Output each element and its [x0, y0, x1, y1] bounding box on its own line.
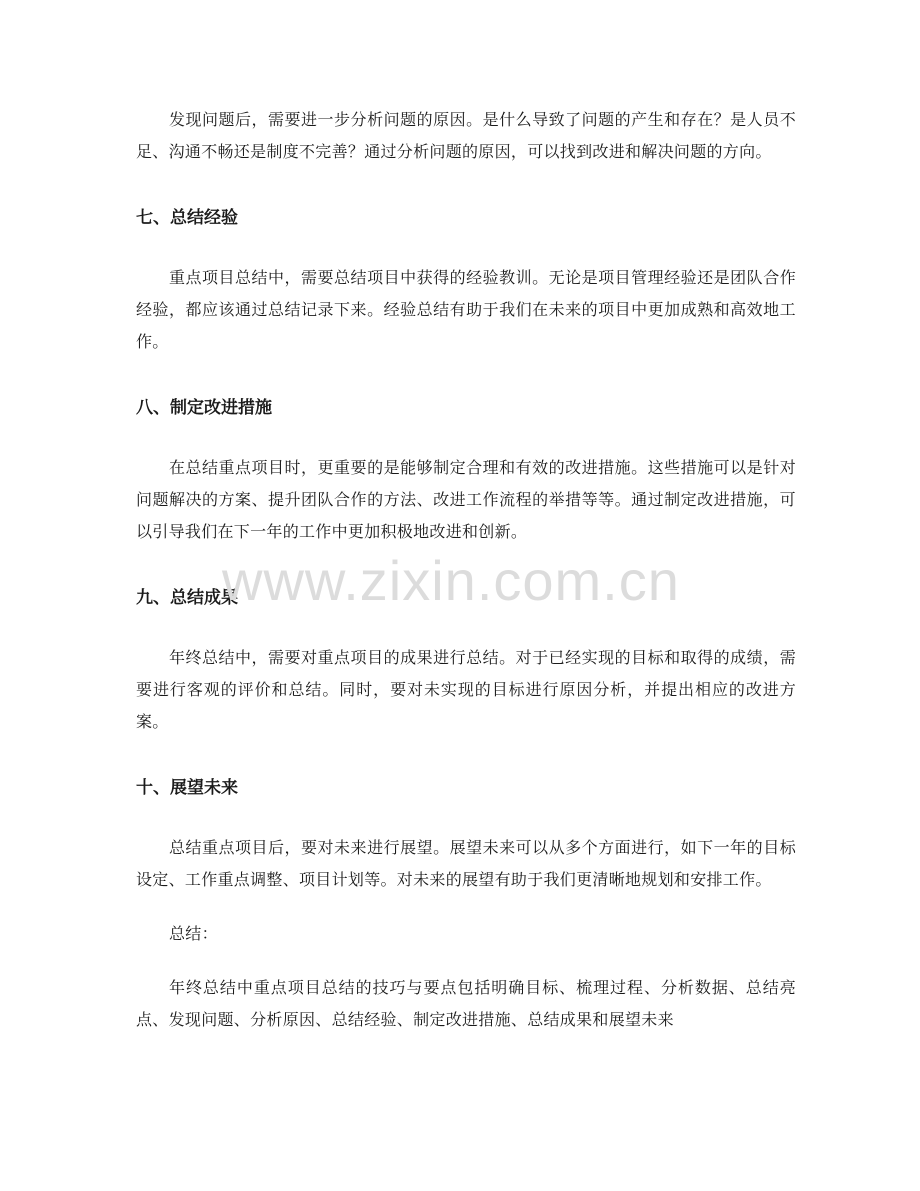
- document-body: [136, 104, 796, 1036]
- heading-summarize-experience: 七、总结经验: [136, 208, 238, 228]
- paragraph-cause-analysis: 发现问题后，需要进一步分析问题的原因。是什么导致了问题的产生和存在？是人员不足、沟通不畅还是制度不完善？通过分析问题的原因，可以找到改进和解决问题的方向。: [136, 110, 796, 161]
- paragraph-experience: 重点项目总结中，需要总结项目中获得的经验教训。无论是项目管理经验还是团队合作经验，都应该通过总结记录下来。经验总结有助于我们在未来的项目中更加成熟和高效地工作。: [136, 268, 796, 351]
- paragraph-results: 年终总结中，需要对重点项目的成果进行总结。对于已经实现的目标和取得的成绩，需要进行客观的评价和总结。同时，要对未实现的目标进行原因分析，并提出相应的改进方案。: [136, 648, 796, 731]
- heading-improvement-measures: 八、制定改进措施: [136, 398, 272, 418]
- paragraph-outlook: 总结重点项目后，要对未来进行展望。展望未来可以从多个方面进行，如下一年的目标设定、工作重点调整、项目计划等。对未来的展望有助于我们更清晰地规划和安排工作。: [136, 838, 796, 889]
- paragraph-summary: 年终总结中重点项目总结的技巧与要点包括明确目标、梳理过程、分析数据、总结亮点、发现问题、分析原因、总结经验、制定改进措施、总结成果和展望未来: [136, 978, 796, 1029]
- watermark-text: www.zixin.com.cn: [222, 549, 680, 612]
- paragraph-improvement-measures: 在总结重点项目时，更重要的是能够制定合理和有效的改进措施。这些措施可以是针对问题解决的方案、提升团队合作的方法、改进工作流程的举措等等。通过制定改进措施，可以引导我们在下一年的工作中更加积极地改进和创新。: [136, 458, 796, 541]
- heading-outlook: 十、展望未来: [136, 778, 238, 798]
- heading-summarize-results: 九、总结成果: [136, 588, 238, 608]
- summary-label: 总结：: [169, 924, 218, 943]
